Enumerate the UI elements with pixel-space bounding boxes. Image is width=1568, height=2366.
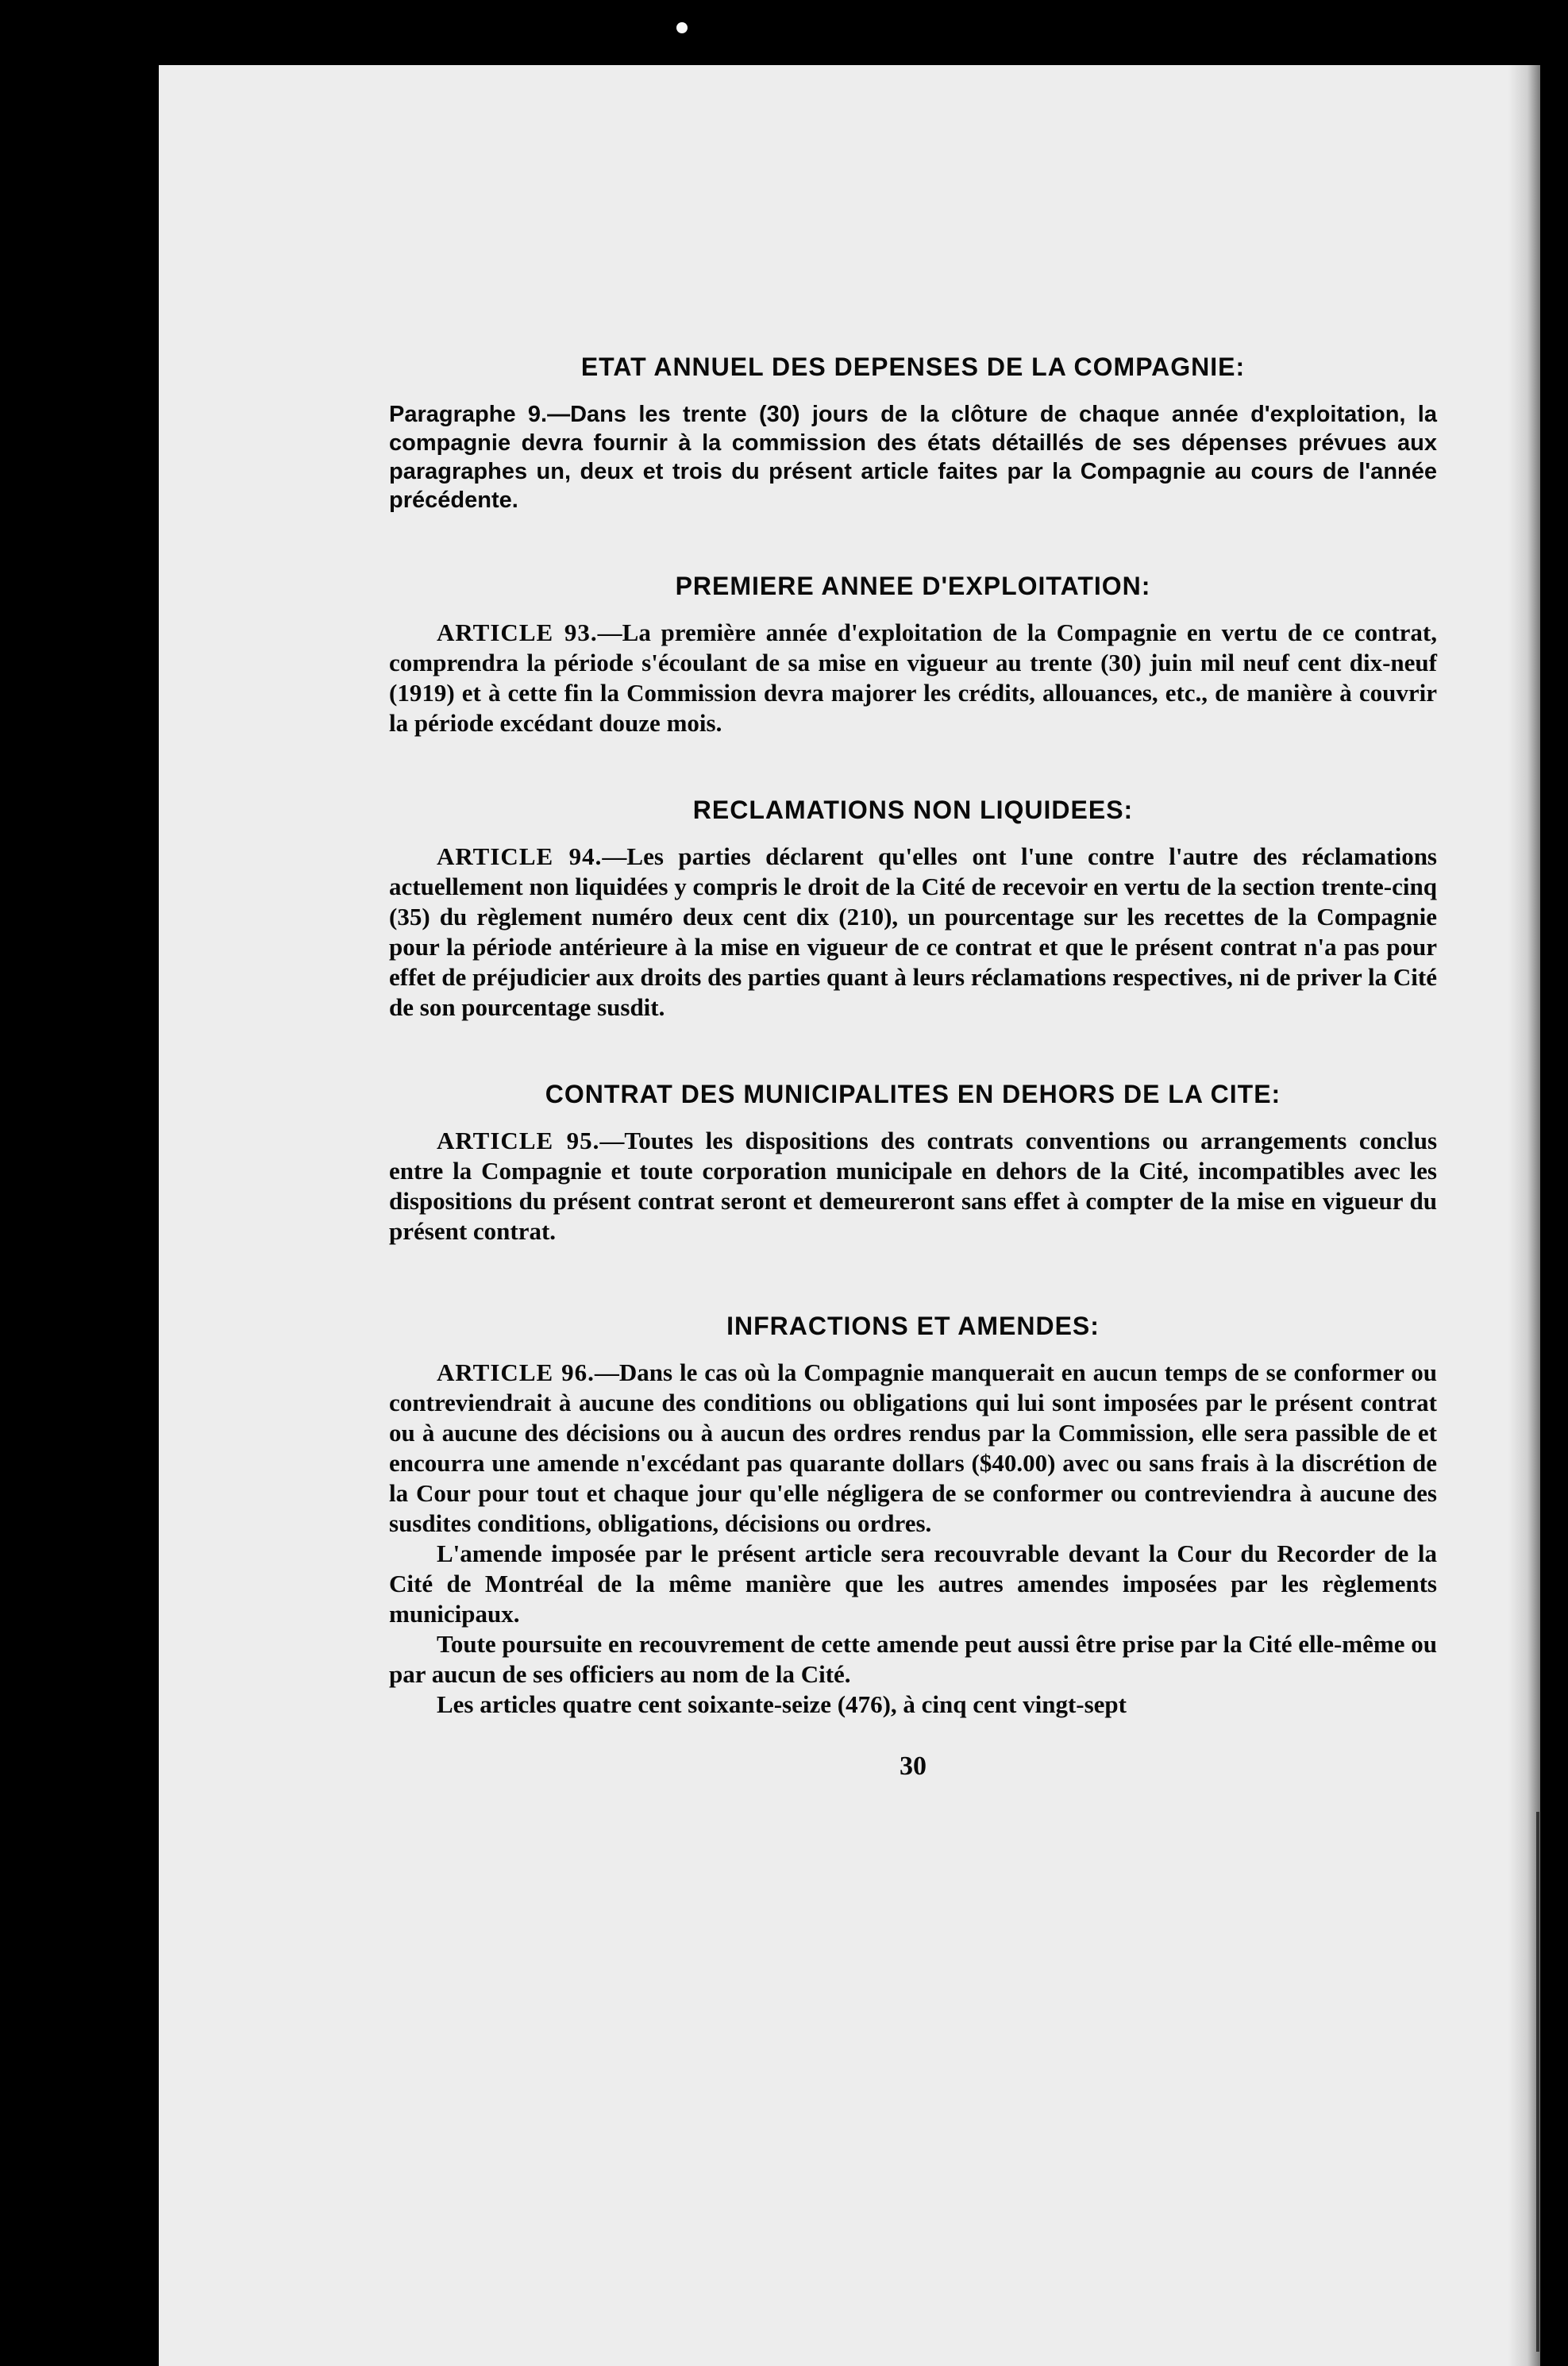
page-edge-shadow [1508, 65, 1540, 2366]
section-heading-etat-annuel: ETAT ANNUEL DES DEPENSES DE LA COMPAGNIE: [580, 353, 1246, 381]
scan-speck [676, 22, 688, 33]
paragraph-9 [389, 400, 1437, 514]
article-body: —Toutes les dispositions des contrats conventions ou arrangements conclus entre la Compagnie et toute corporation municipale en dehors de la Cité, incompatibles avec les dispositions du présent contrat seront et demeureront sans effet à compter de la mise en vigueur du présent contrat. [389, 1127, 1438, 1245]
article-95 [389, 1126, 1437, 1247]
article-lead: ARTICLE 95. [437, 1127, 600, 1154]
page-content [389, 351, 1437, 1782]
article-96 [389, 1358, 1437, 1539]
article-96-paragraph-2: L'amende imposée par le présent article sera recouvrable devant la Cour du Recorder de la Cité de Montréal de la même manière que les autres amendes imposées par les règlements municipaux. [389, 1539, 1437, 1628]
article-body: —La première année d'exploitation de la Compagnie en vertu de ce contrat, comprendra la période s'écoulant de sa mise en vigueur au trente (30) juin mil neuf cent dix-neuf (1919) et à cette fin la Commission devra majorer les crédits, allouances, etc., de manière à couvrir la période excédant douze mois. [389, 618, 1438, 737]
article-96-paragraph-4: Les articles quatre cent soixante-seize (476), à cinq cent vingt-sept [437, 1690, 1127, 1718]
document-page [159, 65, 1540, 2366]
article-96-paragraph-3: Toute poursuite en recouvrement de cette amende peut aussi être prise par la Cité elle-même ou par aucun de ses officiers au nom de la Cité. [389, 1630, 1437, 1688]
article-lead: ARTICLE 96. [437, 1358, 595, 1386]
page-number: 30 [900, 1751, 927, 1781]
page-edge-line [1536, 1812, 1539, 2352]
section-heading-infractions: INFRACTIONS ET AMENDES: [726, 1312, 1100, 1340]
paragraph-body: —Dans les trente (30) jours de la clôture de chaque année d'exploitation, la compagnie devra fournir à la commission des états détaillés de ses dépenses prévues aux paragraphes un, deux et trois du présent article faites par la Compagnie au cours de l'année précédente. [389, 402, 1437, 513]
article-94 [389, 842, 1437, 1023]
section-heading-reclamations: RECLAMATIONS NON LIQUIDEES: [692, 796, 1134, 824]
section-heading-premiere-annee: PREMIERE ANNEE D'EXPLOITATION: [675, 572, 1151, 600]
section-heading-contrat-municipalites: CONTRAT DES MUNICIPALITES EN DEHORS DE LA CITE: [545, 1080, 1281, 1108]
article-body: —Dans le cas où la Compagnie manquerait en aucun temps de se conformer ou contreviendrait à aucune des conditions ou obligations qui lui sont imposées par le présent contrat ou à aucune des décisions ou à aucun des ordres rendus par la Commission, elle sera passible de et encourra une amende n'excédant pas quarante dollars ($40.00) avec ou sans frais à la discrétion de la Cour pour tout et chaque jour qu'elle négligera de se conformer ou contreviendra à aucune des susdites conditions, obligations, décisions ou ordres. [389, 1358, 1437, 1537]
article-93 [389, 618, 1437, 738]
paragraph-lead: Paragraphe 9. [389, 402, 548, 427]
article-lead: ARTICLE 93. [437, 618, 598, 646]
article-lead: ARTICLE 94. [437, 842, 603, 870]
article-body: —Les parties déclarent qu'elles ont l'une contre l'autre des réclamations actuellement non liquidées y compris le droit de la Cité de recevoir en vertu de la section trente-cinq (35) du règlement numéro deux cent dix (210), un pourcentage sur les recettes de la Compagnie pour la période antérieure à la mise en vigueur de ce contrat et que le présent contrat n'a pas pour effet de préjudicier aux droits des parties quant à leurs réclamations respectives, ni de priver la Cité de son pourcentage susdit. [389, 842, 1438, 1021]
